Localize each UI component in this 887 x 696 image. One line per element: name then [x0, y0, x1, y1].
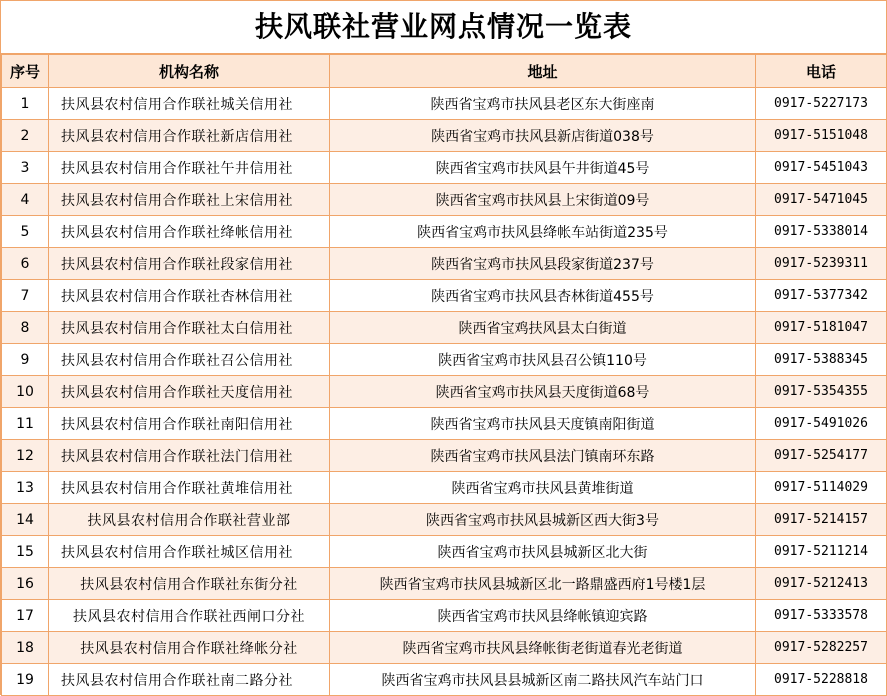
cell-address: 陕西省宝鸡市扶风县新店街道038号: [330, 120, 756, 152]
cell-org: 扶风县农村信用合作联社法门信用社: [49, 440, 330, 472]
cell-phone: 0917-5471045: [756, 184, 887, 216]
cell-org: 扶风县农村信用合作联社城区信用社: [49, 536, 330, 568]
cell-index: 5: [2, 216, 49, 248]
header-row: [2, 55, 887, 88]
cell-address: 陕西省宝鸡扶风县太白街道: [330, 312, 756, 344]
cell-index: 3: [2, 152, 49, 184]
cell-phone: 0917-5282257: [756, 632, 887, 664]
cell-org: 扶风县农村信用合作联社绛帐信用社: [49, 216, 330, 248]
cell-address: 陕西省宝鸡市扶风县召公镇110号: [330, 344, 756, 376]
cell-index: 10: [2, 376, 49, 408]
cell-phone: 0917-5212413: [756, 568, 887, 600]
cell-address: 陕西省宝鸡市扶风县天度街道68号: [330, 376, 756, 408]
cell-phone: 0917-5227173: [756, 88, 887, 120]
table-row: [2, 120, 887, 152]
cell-org: 扶风县农村信用合作联社新店信用社: [49, 120, 330, 152]
table-row: [2, 408, 887, 440]
cell-org: 扶风县农村信用合作联社杏林信用社: [49, 280, 330, 312]
cell-index: 6: [2, 248, 49, 280]
table-row: [2, 184, 887, 216]
cell-org: 扶风县农村信用合作联社召公信用社: [49, 344, 330, 376]
cell-phone: 0917-5228818: [756, 664, 887, 696]
cell-index: 18: [2, 632, 49, 664]
cell-phone: 0917-5333578: [756, 600, 887, 632]
cell-phone: 0917-5254177: [756, 440, 887, 472]
cell-address: 陕西省宝鸡市扶风县午井街道45号: [330, 152, 756, 184]
table-row: [2, 280, 887, 312]
cell-index: 4: [2, 184, 49, 216]
cell-address: 陕西省宝鸡市扶风县黄堆街道: [330, 472, 756, 504]
cell-org: 扶风县农村信用合作联社营业部: [49, 504, 330, 536]
page-title: 扶风联社营业网点情况一览表: [1, 0, 886, 54]
cell-index: 12: [2, 440, 49, 472]
cell-address: 陕西省宝鸡市扶风县县城新区南二路扶风汽车站门口: [330, 664, 756, 696]
table-row: [2, 504, 887, 536]
cell-phone: 0917-5377342: [756, 280, 887, 312]
cell-org: 扶风县农村信用合作联社西闸口分社: [49, 600, 330, 632]
cell-phone: 0917-5388345: [756, 344, 887, 376]
cell-phone: 0917-5114029: [756, 472, 887, 504]
table-body: [2, 88, 887, 696]
cell-index: 2: [2, 120, 49, 152]
cell-org: 扶风县农村信用合作联社上宋信用社: [49, 184, 330, 216]
table-row: [2, 344, 887, 376]
table-row: [2, 312, 887, 344]
cell-index: 17: [2, 600, 49, 632]
cell-index: 7: [2, 280, 49, 312]
cell-phone: 0917-5354355: [756, 376, 887, 408]
cell-org: 扶风县农村信用合作联社东街分社: [49, 568, 330, 600]
cell-address: 陕西省宝鸡市扶风县绛帐镇迎宾路: [330, 600, 756, 632]
cell-address: 陕西省宝鸡市扶风县城新区西大街3号: [330, 504, 756, 536]
table-row: [2, 600, 887, 632]
cell-org: 扶风县农村信用合作联社段家信用社: [49, 248, 330, 280]
header-index: 序号: [2, 55, 49, 88]
cell-org: 扶风县农村信用合作联社南二路分社: [49, 664, 330, 696]
cell-org: 扶风县农村信用合作联社绛帐分社: [49, 632, 330, 664]
cell-address: 陕西省宝鸡市扶风县上宋街道09号: [330, 184, 756, 216]
cell-index: 19: [2, 664, 49, 696]
table-row: [2, 472, 887, 504]
table-row: [2, 152, 887, 184]
cell-phone: 0917-5239311: [756, 248, 887, 280]
cell-phone: 0917-5451043: [756, 152, 887, 184]
cell-org: 扶风县农村信用合作联社城关信用社: [49, 88, 330, 120]
cell-index: 1: [2, 88, 49, 120]
cell-index: 8: [2, 312, 49, 344]
table-row: [2, 440, 887, 472]
header-phone: 电话: [756, 55, 887, 88]
cell-index: 9: [2, 344, 49, 376]
cell-address: 陕西省宝鸡市扶风县绛帐车站街道235号: [330, 216, 756, 248]
cell-phone: 0917-5214157: [756, 504, 887, 536]
table-row: [2, 568, 887, 600]
branch-table: [1, 54, 887, 696]
cell-address: 陕西省宝鸡市扶风县老区东大街座南: [330, 88, 756, 120]
cell-address: 陕西省宝鸡市扶风县城新区北一路鼎盛西府1号楼1层: [330, 568, 756, 600]
cell-phone: 0917-5181047: [756, 312, 887, 344]
cell-phone: 0917-5491026: [756, 408, 887, 440]
cell-index: 16: [2, 568, 49, 600]
cell-index: 11: [2, 408, 49, 440]
cell-org: 扶风县农村信用合作联社午井信用社: [49, 152, 330, 184]
cell-index: 15: [2, 536, 49, 568]
table-row: [2, 632, 887, 664]
table-row: [2, 248, 887, 280]
header-address: 地址: [330, 55, 756, 88]
cell-phone: 0917-5151048: [756, 120, 887, 152]
cell-org: 扶风县农村信用合作联社黄堆信用社: [49, 472, 330, 504]
cell-org: 扶风县农村信用合作联社南阳信用社: [49, 408, 330, 440]
cell-org: 扶风县农村信用合作联社天度信用社: [49, 376, 330, 408]
cell-index: 13: [2, 472, 49, 504]
table-row: [2, 536, 887, 568]
cell-address: 陕西省宝鸡市扶风县杏林街道455号: [330, 280, 756, 312]
cell-phone: 0917-5211214: [756, 536, 887, 568]
table-row: [2, 88, 887, 120]
header-org: 机构名称: [49, 55, 330, 88]
cell-org: 扶风县农村信用合作联社太白信用社: [49, 312, 330, 344]
cell-address: 陕西省宝鸡市扶风县段家街道237号: [330, 248, 756, 280]
cell-phone: 0917-5338014: [756, 216, 887, 248]
cell-address: 陕西省宝鸡市扶风县城新区北大街: [330, 536, 756, 568]
cell-address: 陕西省宝鸡市扶风县法门镇南环东路: [330, 440, 756, 472]
table-row: [2, 376, 887, 408]
table-row: [2, 664, 887, 696]
cell-index: 14: [2, 504, 49, 536]
table-row: [2, 216, 887, 248]
cell-address: 陕西省宝鸡市扶风县天度镇南阳街道: [330, 408, 756, 440]
cell-address: 陕西省宝鸡市扶风县绛帐街老街道春光老街道: [330, 632, 756, 664]
